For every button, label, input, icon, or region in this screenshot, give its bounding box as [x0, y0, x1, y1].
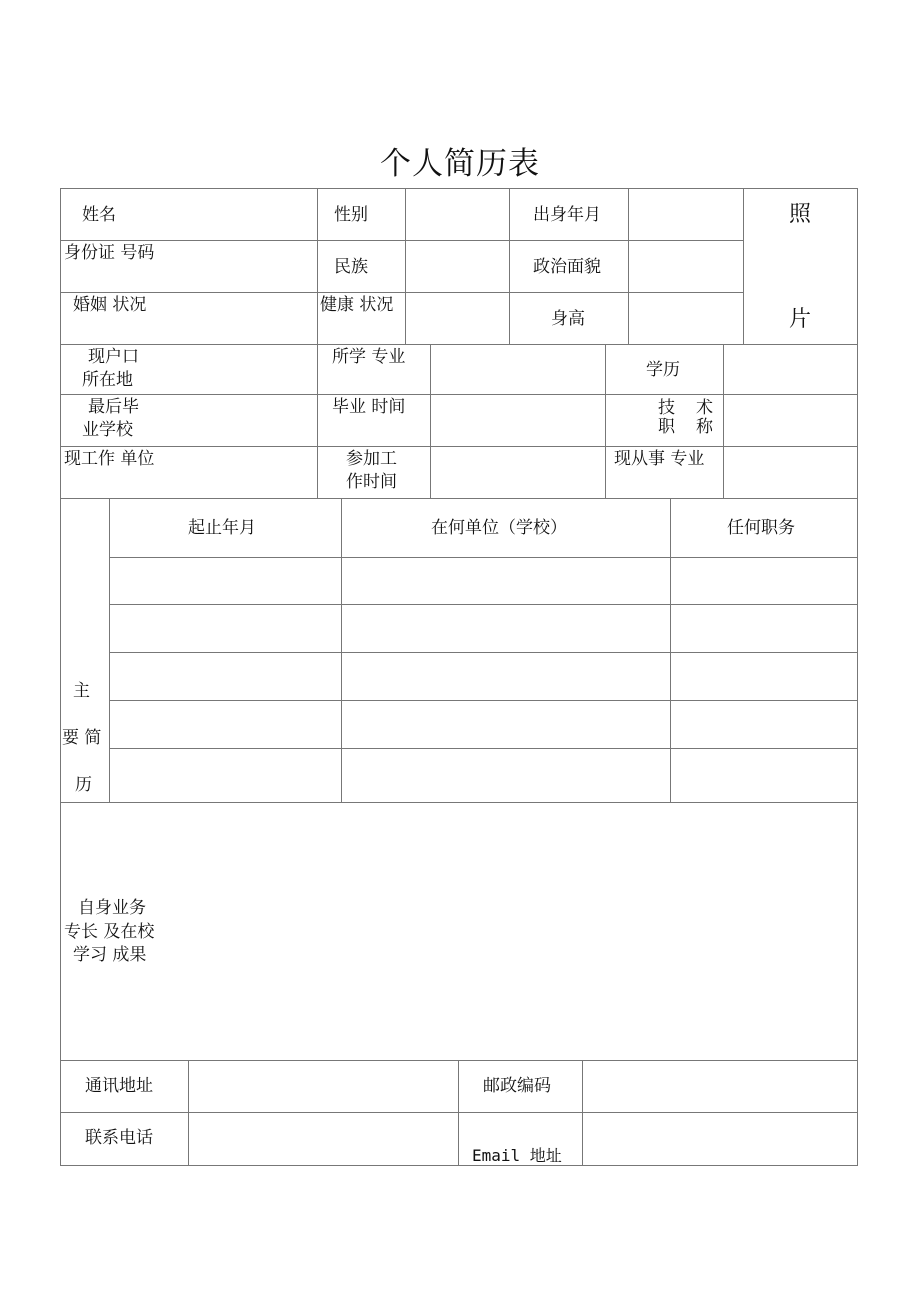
resume-rows[interactable]: [110, 558, 857, 801]
input-height[interactable]: [630, 294, 742, 342]
label-work-unit: 现工作 单位: [64, 449, 155, 469]
input-birth[interactable]: [630, 190, 742, 238]
label-postcode: 邮政编码: [483, 1076, 551, 1096]
skills-label-line2: 专长 及在校: [64, 922, 155, 942]
input-email[interactable]: [584, 1114, 856, 1164]
input-skills[interactable]: [180, 804, 856, 1058]
input-phone[interactable]: [190, 1114, 456, 1164]
input-degree[interactable]: [725, 346, 856, 392]
label-marital: 婚姻 状况: [73, 295, 147, 315]
input-postcode[interactable]: [584, 1062, 856, 1110]
resume-side-label-3: 历: [75, 775, 92, 795]
resume-header-period: 起止年月: [188, 518, 256, 538]
skills-label-line1: 自身业务: [78, 898, 146, 918]
input-ethnicity[interactable]: [407, 242, 507, 290]
label-political: 政治面貌: [533, 257, 601, 277]
input-current-major[interactable]: [725, 448, 856, 496]
photo-label-bottom: 片: [789, 307, 812, 332]
resume-side-label-1: 主: [73, 681, 90, 701]
label-id-number: 身份证 号码: [64, 243, 155, 263]
photo-label-top: 照: [789, 202, 812, 227]
input-major[interactable]: [432, 346, 603, 392]
label-gender: 性别: [334, 205, 368, 225]
input-address[interactable]: [190, 1062, 456, 1110]
label-hukou-line1: 现户口: [88, 347, 139, 367]
label-major: 所学 专业: [332, 347, 406, 367]
input-gender[interactable]: [407, 190, 507, 238]
label-work-time-line1: 参加工: [346, 449, 397, 469]
label-health: 健康 状况: [320, 295, 394, 315]
label-last-school-line2: 业学校: [82, 420, 133, 440]
label-work-time-line2: 作时间: [346, 472, 397, 492]
input-political[interactable]: [630, 242, 742, 290]
page-title: 个人简历表: [380, 146, 540, 182]
input-grad-time[interactable]: [432, 396, 603, 444]
label-ethnicity: 民族: [334, 257, 368, 277]
label-degree: 学历: [646, 360, 680, 380]
input-work-time[interactable]: [432, 448, 603, 496]
skills-label-line3: 学习 成果: [73, 945, 147, 965]
label-tech-title-col1: 术称: [692, 398, 712, 436]
photo-area[interactable]: [745, 190, 856, 342]
label-height: 身高: [551, 309, 585, 329]
resume-side-label-2: 要 简: [62, 728, 102, 748]
input-health[interactable]: [407, 294, 507, 342]
resume-header-position: 任何职务: [727, 518, 795, 538]
label-tech-title-col2: 技职: [654, 398, 674, 436]
label-grad-time: 毕业 时间: [332, 397, 406, 417]
label-email: Email 地址: [472, 1146, 562, 1165]
label-last-school-line1: 最后毕: [88, 397, 139, 417]
label-phone: 联系电话: [85, 1128, 153, 1148]
label-current-major: 现从事 专业: [614, 449, 705, 469]
label-address: 通讯地址: [85, 1076, 153, 1096]
input-tech-title[interactable]: [725, 396, 856, 444]
input-name[interactable]: [161, 190, 315, 238]
label-name: 姓名: [82, 205, 116, 225]
resume-header-unit: 在何单位（学校）: [431, 518, 567, 538]
label-birth: 出身年月: [533, 205, 601, 225]
label-hukou-line2: 所在地: [82, 370, 133, 390]
